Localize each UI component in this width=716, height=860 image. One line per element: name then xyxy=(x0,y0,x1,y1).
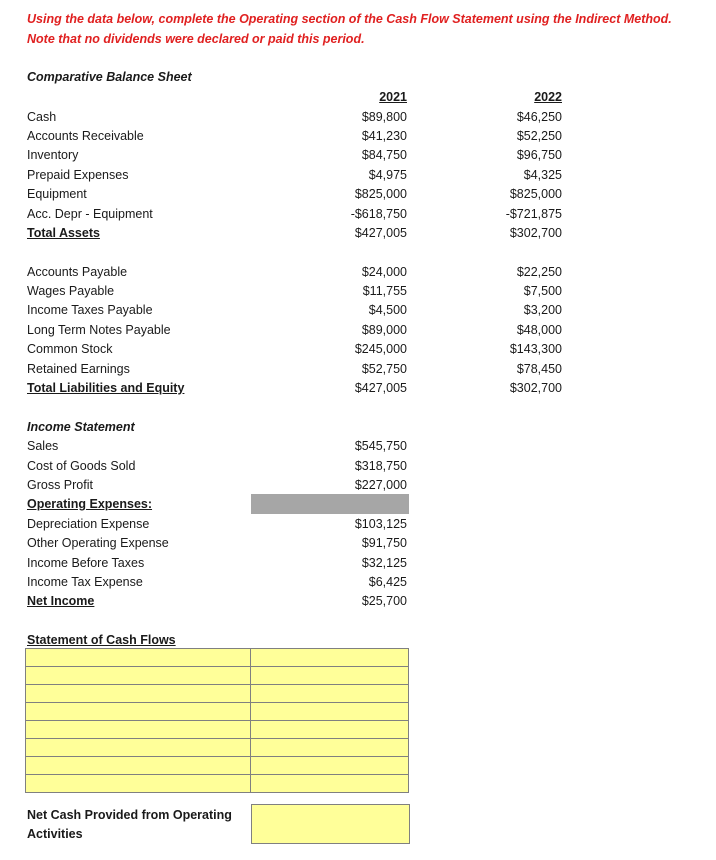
cash-flow-amount-cell[interactable] xyxy=(251,667,409,685)
instructions-line-1: Using the data below, complete the Operating section of the Cash Flow Statement using the Indirect Method. xyxy=(27,12,672,26)
total-liabilities-equity-2022: $302,700 xyxy=(509,381,562,395)
cash-flow-description-cell[interactable] xyxy=(26,775,251,793)
cash-flow-description-cell[interactable] xyxy=(26,703,251,721)
cash-flow-row xyxy=(26,775,409,793)
sales-label: Sales xyxy=(27,439,59,453)
depreciation-label: Depreciation Expense xyxy=(27,517,150,531)
instructions-line-2: Note that no dividends were declared or paid this period. xyxy=(27,32,365,46)
cash-flow-description-cell[interactable] xyxy=(26,757,251,775)
total-liabilities-equity-2021: $427,005 xyxy=(354,381,407,395)
cash-flow-amount-cell[interactable] xyxy=(251,649,409,667)
equity-value-2021: $52,750 xyxy=(361,362,407,376)
asset-value-2022: $52,250 xyxy=(516,129,562,143)
total-assets-2021: $427,005 xyxy=(354,226,407,240)
cash-flow-description-cell[interactable] xyxy=(26,685,251,703)
cash-flow-amount-cell[interactable] xyxy=(251,739,409,757)
asset-value-2021: $89,800 xyxy=(361,110,407,124)
liability-value-2022: $48,000 xyxy=(516,323,562,337)
balance-sheet-title: Comparative Balance Sheet xyxy=(27,70,192,84)
cogs-label: Cost of Goods Sold xyxy=(27,459,136,473)
liability-value-2021: $24,000 xyxy=(361,265,407,279)
cash-flow-description-cell[interactable] xyxy=(26,739,251,757)
asset-value-2022: $4,325 xyxy=(523,168,562,182)
cogs-value: $318,750 xyxy=(354,459,407,473)
total-liabilities-equity-label: Total Liabilities and Equity xyxy=(27,381,185,395)
cash-flow-amount-cell[interactable] xyxy=(251,721,409,739)
other-opex-label: Other Operating Expense xyxy=(27,536,169,550)
net-income-label: Net Income xyxy=(27,594,95,608)
net-cash-operating-input[interactable] xyxy=(251,804,410,844)
liability-value-2021: $4,500 xyxy=(368,303,407,317)
cash-flow-row xyxy=(26,721,409,739)
liability-value-2021: $11,755 xyxy=(362,284,407,298)
income-tax-label: Income Tax Expense xyxy=(27,575,143,589)
cash-flow-description-cell[interactable] xyxy=(26,667,251,685)
other-opex-value: $91,750 xyxy=(361,536,407,550)
cash-flow-row xyxy=(26,667,409,685)
equity-value-2022: $143,300 xyxy=(509,342,562,356)
cash-flow-amount-cell[interactable] xyxy=(251,757,409,775)
asset-value-2021: $4,975 xyxy=(368,168,407,182)
cash-flow-amount-cell[interactable] xyxy=(251,685,409,703)
equity-value-2021: $245,000 xyxy=(354,342,407,356)
asset-value-2022: -$721,875 xyxy=(505,207,562,221)
asset-value-2021: $825,000 xyxy=(354,187,407,201)
equity-label: Retained Earnings xyxy=(27,362,130,376)
equity-label: Common Stock xyxy=(27,342,113,356)
cash-flow-row xyxy=(26,649,409,667)
asset-label: Prepaid Expenses xyxy=(27,168,129,182)
year-2022-header: 2022 xyxy=(534,90,562,104)
cash-flow-row xyxy=(26,685,409,703)
asset-value-2021: $41,230 xyxy=(361,129,407,143)
asset-label: Accounts Receivable xyxy=(27,129,144,143)
income-before-taxes-label: Income Before Taxes xyxy=(27,556,145,570)
net-income-value: $25,700 xyxy=(361,594,407,608)
cash-flow-amount-cell[interactable] xyxy=(251,775,409,793)
asset-label: Cash xyxy=(27,110,57,124)
operating-expenses-heading: Operating Expenses: xyxy=(27,497,153,511)
total-assets-label: Total Assets xyxy=(27,226,100,240)
asset-label: Equipment xyxy=(27,187,87,201)
cash-flow-row xyxy=(26,739,409,757)
cash-flow-description-cell[interactable] xyxy=(26,649,251,667)
total-assets-2022: $302,700 xyxy=(509,226,562,240)
income-tax-value: $6,425 xyxy=(368,575,407,589)
liability-label: Wages Payable xyxy=(27,284,115,298)
asset-label: Inventory xyxy=(27,148,79,162)
cash-flow-row xyxy=(26,757,409,775)
asset-value-2021: -$618,750 xyxy=(350,207,407,221)
net-cash-operating-label: Net Cash Provided from Operating Activities xyxy=(27,808,232,841)
cash-flow-amount-cell[interactable] xyxy=(251,703,409,721)
asset-label: Acc. Depr - Equipment xyxy=(27,207,153,221)
cash-flow-description-cell[interactable] xyxy=(26,721,251,739)
asset-value-2022: $96,750 xyxy=(516,148,562,162)
asset-value-2022: $46,250 xyxy=(516,110,562,124)
depreciation-value: $103,125 xyxy=(354,517,407,531)
cash-flow-row xyxy=(26,703,409,721)
liability-label: Income Taxes Payable xyxy=(27,303,153,317)
cash-flow-title: Statement of Cash Flows xyxy=(27,633,176,647)
gross-profit-label: Gross Profit xyxy=(27,478,93,492)
liability-value-2022: $22,250 xyxy=(516,265,562,279)
asset-value-2022: $825,000 xyxy=(509,187,562,201)
asset-value-2021: $84,750 xyxy=(361,148,407,162)
year-2021-header: 2021 xyxy=(379,90,407,104)
liability-value-2022: $7,500 xyxy=(523,284,562,298)
liability-label: Long Term Notes Payable xyxy=(27,323,171,337)
grey-placeholder-cell xyxy=(251,494,409,514)
cash-flow-input-grid xyxy=(25,648,409,793)
gross-profit-value: $227,000 xyxy=(354,478,407,492)
sales-value: $545,750 xyxy=(354,439,407,453)
income-statement-title: Income Statement xyxy=(27,420,135,434)
liability-value-2021: $89,000 xyxy=(361,323,407,337)
liability-label: Accounts Payable xyxy=(27,265,128,279)
equity-value-2022: $78,450 xyxy=(516,362,562,376)
liability-value-2022: $3,200 xyxy=(523,303,562,317)
income-before-taxes-value: $32,125 xyxy=(361,556,407,570)
